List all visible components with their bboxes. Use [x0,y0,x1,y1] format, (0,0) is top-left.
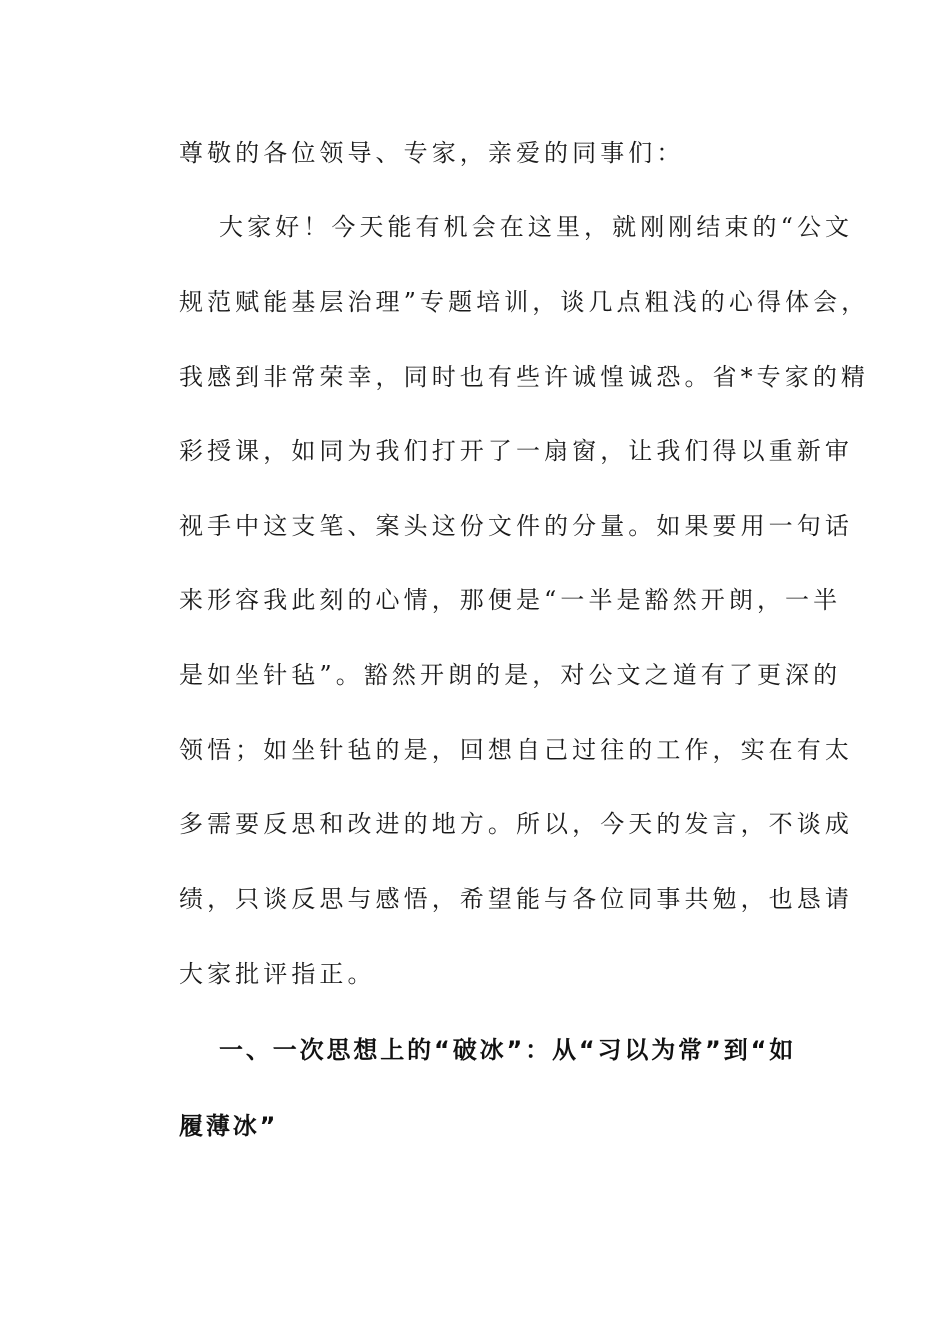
paragraph-line: 大家批评指正。 [179,960,376,988]
paragraph-line: 规范赋能基层治理”专题培训，谈几点粗浅的心得体会， [179,288,870,316]
section-heading: 一、一次思想上的“破冰”：从“习以为常”到“如 [219,1036,797,1064]
paragraph-line: 彩授课，如同为我们打开了一扇窗，让我们得以重新审 [179,437,853,465]
paragraph-line: 我感到非常荣幸，同时也有些许诚惶诚恐。省*专家的精 [179,363,869,391]
paragraph-line: 领悟；如坐针毡的是，回想自己过往的工作，实在有太 [179,736,853,764]
salutation: 尊敬的各位领导、专家，亲爱的同事们： [179,139,685,167]
paragraph-line: 视手中这支笔、案头这份文件的分量。如果要用一句话 [179,512,853,540]
paragraph-line: 来形容我此刻的心情，那便是“一半是豁然开朗，一半 [179,586,842,614]
paragraph-line: 是如坐针毡”。豁然开朗的是，对公文之道有了更深的 [179,661,842,689]
section-heading: 履薄冰” [179,1112,279,1140]
paragraph-line: 绩，只谈反思与感悟，希望能与各位同事共勉，也恳请 [179,885,853,913]
paragraph-line: 多需要反思和改进的地方。所以，今天的发言，不谈成 [179,810,853,838]
paragraph-line: 大家好！今天能有机会在这里，就刚刚结束的“公文 [219,213,854,241]
